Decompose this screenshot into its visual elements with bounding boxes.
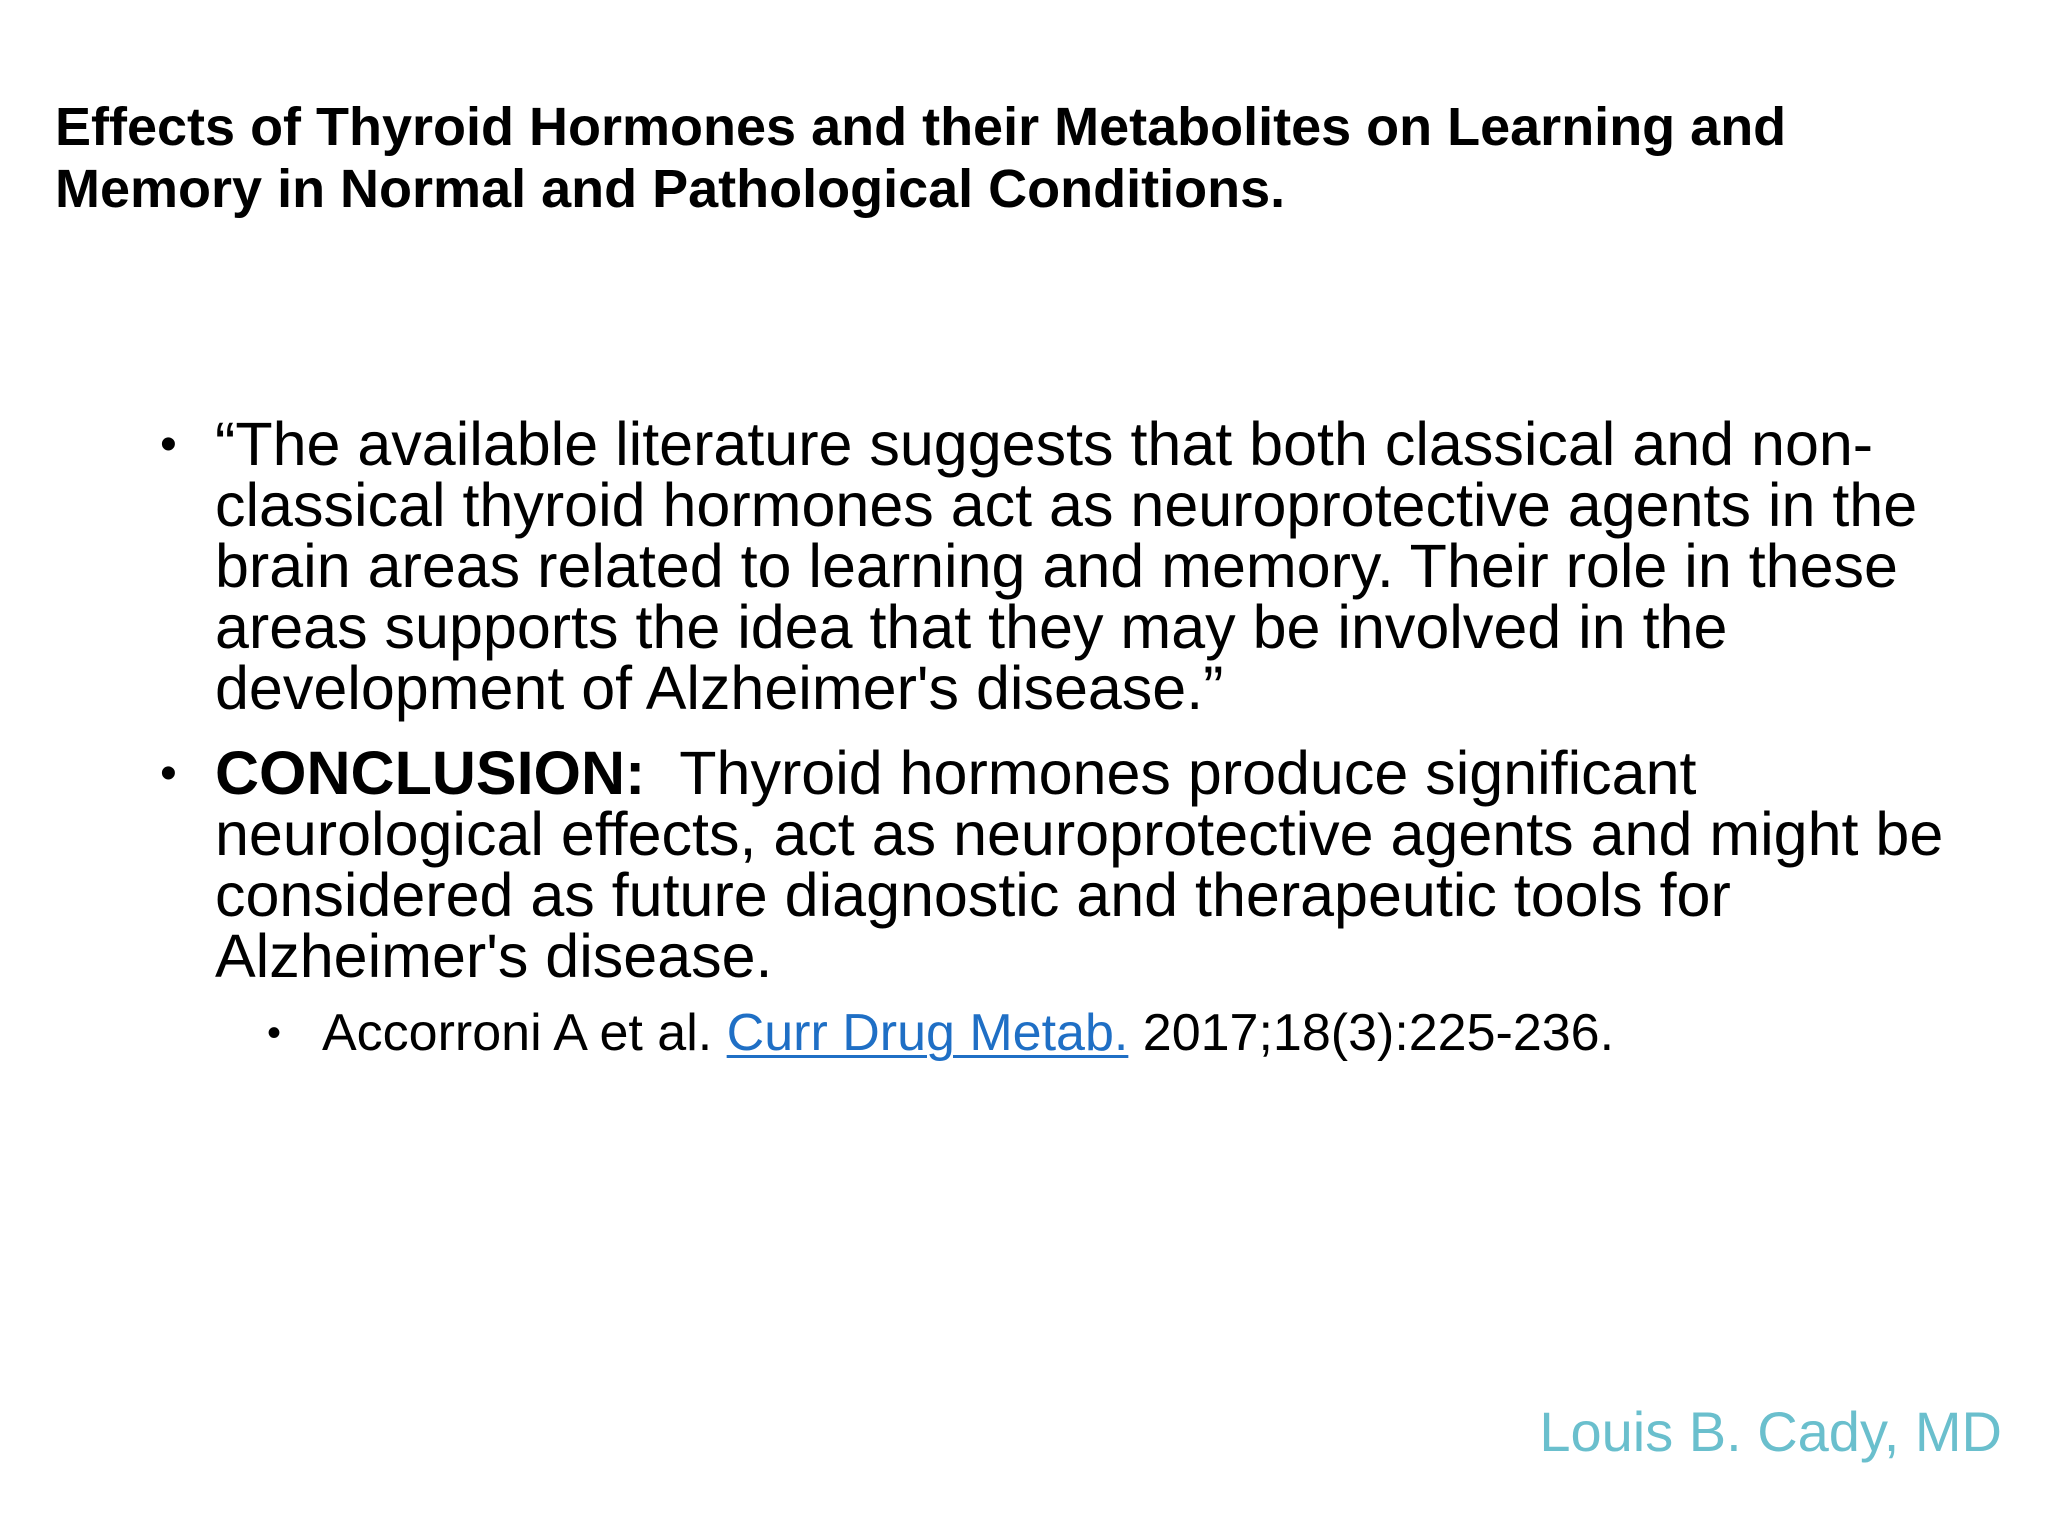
citation-details: 2017;18(3):225-236.: [1142, 1004, 1615, 1062]
conclusion-label: CONCLUSION:: [215, 739, 646, 807]
quote-bullet: [160, 410, 1960, 722]
bullet-icon: •: [160, 747, 177, 800]
bullet-icon: •: [267, 1011, 282, 1055]
quote-text: “The available literature suggests that both classical and non-classical thyroid hormones act as neuroprotective agents in the brain areas related to learning and memory. Their role in these areas supports the idea that they may be involved in the development of Alzheimer's disease.”: [215, 410, 1918, 722]
citation-authors: Accorroni A et al.: [322, 1004, 713, 1062]
conclusion-bullet: [160, 739, 1960, 990]
slide-title: Effects of Thyroid Hormones and their Metabolites on Learning and Memory in Normal and Pathological Conditions.: [55, 97, 1787, 219]
bullet-icon: •: [160, 418, 177, 471]
journal-link[interactable]: Curr Drug Metab.: [726, 1004, 1129, 1062]
citation-bullet: [267, 1003, 1960, 1063]
conclusion-text: Thyroid hormones produce significant neurological effects, act as neuroprotective agents and might be considered as future diagnostic and therapeutic tools for Alzheimer's disease.: [215, 739, 1944, 990]
slide-content: [160, 410, 1960, 1063]
author-signature: Louis B. Cady, MD: [1539, 1400, 2002, 1463]
